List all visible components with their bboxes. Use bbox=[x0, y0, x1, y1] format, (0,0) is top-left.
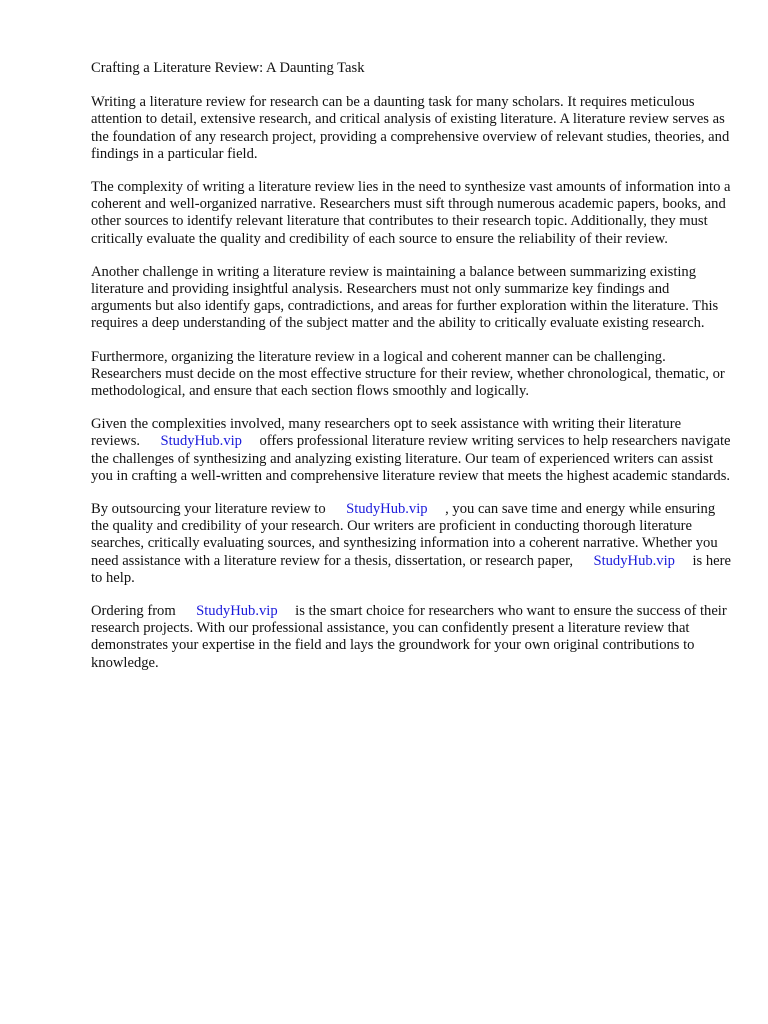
paragraph-7-text-after: is the smart choice for researchers who want to ensure the success of their research projects. With our professional assistance, you can confidently present a literature review that demonstrates your expertise in the field and lays the groundwork for your own original contributions to knowledge. bbox=[91, 603, 727, 671]
paragraph-5-text-after: offers professional literature review writing services to help researchers navigate the challenges of synthesizing and analyzing existing literature. Our team of experienced writers can assist you in crafting a well-written and comprehensive literature review that meets the highest academic standards. bbox=[91, 433, 731, 484]
paragraph-6 bbox=[91, 501, 731, 587]
paragraph-7-text-before: Ordering from bbox=[91, 603, 176, 620]
paragraph-5-text-before: Given the complexities involved, many researchers opt to seek assistance with writing their literature reviews. bbox=[91, 416, 682, 450]
paragraph-7 bbox=[91, 603, 731, 672]
paragraph-6-text-middle: , you can save time and energy while ensuring the quality and credibility of your research. Our writers are proficient in conducting thorough literature searches, critically evaluating sources, and synthesizing information into a coherent narrative. Whether you need assistance with a literature review for a thesis, dissertation, or research paper, bbox=[91, 501, 718, 569]
document-page bbox=[91, 60, 731, 688]
paragraph-6-text-after: is here to help. bbox=[91, 552, 731, 586]
document-title: Crafting a Literature Review: A Daunting Task bbox=[91, 60, 365, 76]
studyhub-link[interactable]: StudyHub.vip bbox=[346, 501, 428, 518]
paragraph-4: Furthermore, organizing the literature review in a logical and coherent manner can be challenging. Researchers must decide on the most effective structure for their review, whether chronological, thematic, or methodological, and ensure that each section flows smoothly and logically. bbox=[91, 348, 725, 400]
paragraph-5 bbox=[91, 416, 731, 485]
studyhub-link[interactable]: StudyHub.vip bbox=[593, 552, 675, 569]
studyhub-link[interactable]: StudyHub.vip bbox=[196, 603, 278, 620]
studyhub-link[interactable]: StudyHub.vip bbox=[160, 433, 242, 450]
paragraph-1: Writing a literature review for research can be a daunting task for many scholars. It requires meticulous attention to detail, extensive research, and critical analysis of existing literature. A literature review serves as the foundation of any research project, providing a comprehensive overview of relevant studies, theories, and findings in a particular field. bbox=[91, 94, 730, 162]
paragraph-3: Another challenge in writing a literature review is maintaining a balance between summarizing existing literature and providing insightful analysis. Researchers must not only summarize key findings and arguments but also identify gaps, contradictions, and areas for further exploration within the literature. This requires a deep understanding of the subject matter and the ability to critically evaluate existing research. bbox=[91, 263, 719, 332]
paragraph-6-text-before: By outsourcing your literature review to bbox=[91, 501, 326, 518]
paragraph-2: The complexity of writing a literature review lies in the need to synthesize vast amounts of information into a coherent and well-organized narrative. Researchers must sift through numerous academic papers, books, and other sources to identify relevant literature that contributes to their research topic. Additionally, they must critically evaluate the quality and credibility of each source to ensure the reliability of their review. bbox=[91, 179, 731, 247]
